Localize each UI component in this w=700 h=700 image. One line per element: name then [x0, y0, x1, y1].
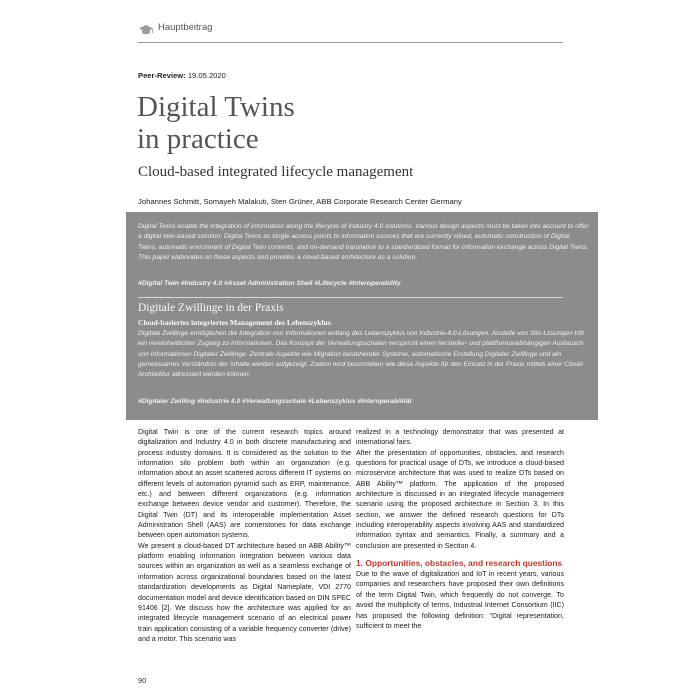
page-number: 90 — [138, 676, 147, 685]
authors: Johannes Schmitt, Somayeh Malakuti, Sten Grüner, ABB Corporate Research Center Germany — [138, 197, 462, 206]
header-divider — [138, 42, 563, 43]
peer-review-label: Peer-Review: — [138, 71, 186, 80]
paragraph: We present a cloud-based DT architecture based on ABB Ability™ platform enabling information integration between various data sources within an organization as well as a seamless exchange of information across organizational boundaries based on the latest standardization developments as Digital Nameplate, VDI 2770 documentation model and device identification based on DIN SPEC 91406 [2]. We discuss how the architecture was applied for an integrated lifecycle management scenario of an electrical power train application consisting of a variable frequency converter (drive) and a motor. This scenario was — [138, 541, 351, 643]
section-title: Opportunities, obstacles, and research questions — [365, 558, 563, 569]
paragraph: After the presentation of opportunities, obstacles, and research questions for practical usage of DTs, we introduce a cloud-based microservice architecture that was used to realize DTs based on ABB Ability™ platform. The application of the proposed architecture is discussed in an integrated lifecycle management scenario using the proposed architecture in Section 3. In this section, we answer the defined research questions for DTs including interoperability aspects involving AAS and standardized information syntax and semantics. Finally, a summary and a conclusion are presented in Section 4. — [356, 448, 564, 550]
keywords-german: #Digitaler Zwilling #Industrie 4.0 #Verwaltungsschale #Lebenszyklus #Interoperabilität — [138, 398, 412, 405]
body-column-right — [356, 427, 564, 631]
title-line-2: in practice — [137, 123, 259, 155]
body-column-left — [138, 427, 351, 644]
paragraph: Due to the wave of digitalization and IoT in recent years, various companies and researchers have proposed their own definitions of the term Digital Twin, which frequently do not converge. To avoid the multiplicity of terms, Industrial Internet Consortium (IIC) has proposed the following definition: “Digital representation, sufficient to meet the — [356, 570, 564, 630]
section-header — [138, 22, 563, 43]
section-heading — [356, 558, 564, 568]
german-title: Digitale Zwillinge in der Praxis — [138, 302, 284, 314]
section-number: 1. — [356, 558, 363, 569]
abstract-box — [126, 212, 598, 420]
title-line-1: Digital Twins — [137, 91, 295, 123]
section-label: Hauptbeitrag — [158, 22, 213, 33]
abstract-divider — [138, 297, 563, 298]
peer-review-date: 19.05.2020 — [187, 71, 226, 80]
abstract-german: Digitale Zwillinge ermöglichen die Integration von Informationen entlang des Lebenszyklus von Industrie-4.0-Lösungen. Anstelle von Silo-Lösungen tritt ein vereinheitlichter Zugang zu Informationen. Das Konzept der Verwaltungsschalen verspricht einen hersteller- und plattformunabhängigen Austausch von Informationen Digitaler Zwillinge. Zentrale Aspekte wie Migration bestehender Systeme, automatische Erstellung Digitaler Zwillinge und ein gemeinsames Verständnis der Inhalte werden aufgezeigt. Zudem wird beschrieben wie diese Aspekte für den Einsatz in der Praxis mittels einer Cloud-Architektur adressiert werden können. — [138, 330, 584, 379]
paragraph: realized in a technology demonstrator that was presented at international fairs. — [356, 428, 564, 447]
paragraph: Digital Twin is one of the current research topics around digitalization and Industry 4.0 in both discrete manufacturing and process industry domains. It is considered as the solution to the information silo problem both within an organization (e.g. information about an asset scattered across different IT systems on different levels of automation pyramid such as ERP, maintenance, etc.) and between different organizations (e.g. information exchange between device vendor and customer). Therefore, the Digital Twin (DT) and its interoperable implementation Asset Administration Shell (AAS) are cornerstones for data exchange between open automation systems. — [138, 428, 351, 540]
german-subtitle: Cloud-basiertes integriertes Management des Lebenszyklus — [138, 318, 331, 327]
keywords-english: #Digital Twin #Industry 4.0 #Asset Administration Shell #Lifecycle #Interoperability — [138, 280, 401, 287]
peer-review-line — [138, 71, 226, 80]
page-title — [137, 91, 557, 155]
graduation-cap-icon — [138, 24, 154, 36]
page-subtitle: Cloud-based integrated lifecycle management — [138, 164, 414, 180]
abstract-english: Digital Twins enable the integration of information along the lifecycle of Industry 4.0 solutions. Various design aspects must be taken into account to offer a digital twin-based solution: Digital Twins as single access points to information sources that are currently siloed, automatic construction of Digital Twins, automatic enrichment of Digital Twin contents, and on-demand translation to a standardized format for information exchange across Digital Twins. This paper elaborates on these aspects and provides a cloud-based architecture as a solution. — [138, 223, 589, 261]
